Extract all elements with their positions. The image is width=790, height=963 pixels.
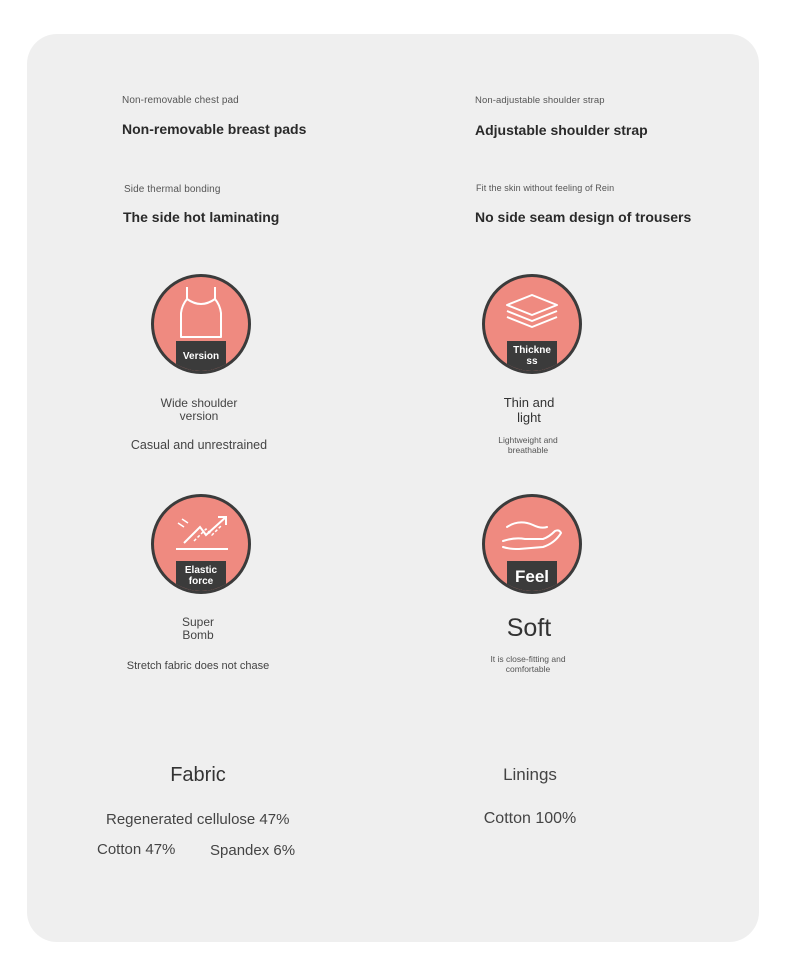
fabric-composition: Regenerated cellulose 47% xyxy=(106,811,290,828)
feature-title: The side hot laminating xyxy=(123,209,280,225)
thickness-badge xyxy=(482,274,582,374)
feature-caption: Side thermal bonding xyxy=(124,184,221,195)
linings-composition: Cotton 100% xyxy=(483,810,577,827)
feature-sub-text: Lightweight and breathable xyxy=(498,435,558,455)
badge-label: Elastic force xyxy=(176,561,226,591)
elastic-arrows-icon xyxy=(154,497,248,567)
layers-icon xyxy=(485,277,579,347)
badge-label: Feel xyxy=(507,561,557,591)
tank-top-icon xyxy=(154,277,248,347)
feel-badge xyxy=(482,494,582,594)
feature-caption: Non-adjustable shoulder strap xyxy=(475,95,605,106)
badge-label: Version xyxy=(176,341,226,371)
feature-sub-text: Stretch fabric does not chase xyxy=(126,660,270,672)
feature-caption: Fit the skin without feeling of Rein xyxy=(476,183,615,193)
spec-card xyxy=(27,34,759,942)
elastic-badge xyxy=(151,494,251,594)
hand-icon xyxy=(485,497,579,567)
feature-main-text: Soft xyxy=(506,614,552,642)
linings-heading: Linings xyxy=(503,765,557,784)
feature-title: Adjustable shoulder strap xyxy=(475,122,648,138)
fabric-cotton: Cotton 47% xyxy=(97,841,176,858)
feature-sub-text: Casual and unrestrained xyxy=(130,438,268,452)
feature-sub-text: It is close-fitting and comfortable xyxy=(490,654,566,674)
feature-main-text: Super Bomb xyxy=(181,615,215,642)
fabric-heading: Fabric xyxy=(170,764,226,786)
feature-caption: Non-removable chest pad xyxy=(122,95,239,106)
feature-main-text: Thin and light xyxy=(503,395,555,425)
version-badge xyxy=(151,274,251,374)
feature-title: Non-removable breast pads xyxy=(122,121,307,137)
fabric-spandex: Spandex 6% xyxy=(210,842,296,859)
feature-title: No side seam design of trousers xyxy=(475,209,692,225)
feature-main-text: Wide shoulder version xyxy=(160,396,238,423)
badge-label: Thickne ss xyxy=(507,341,557,371)
